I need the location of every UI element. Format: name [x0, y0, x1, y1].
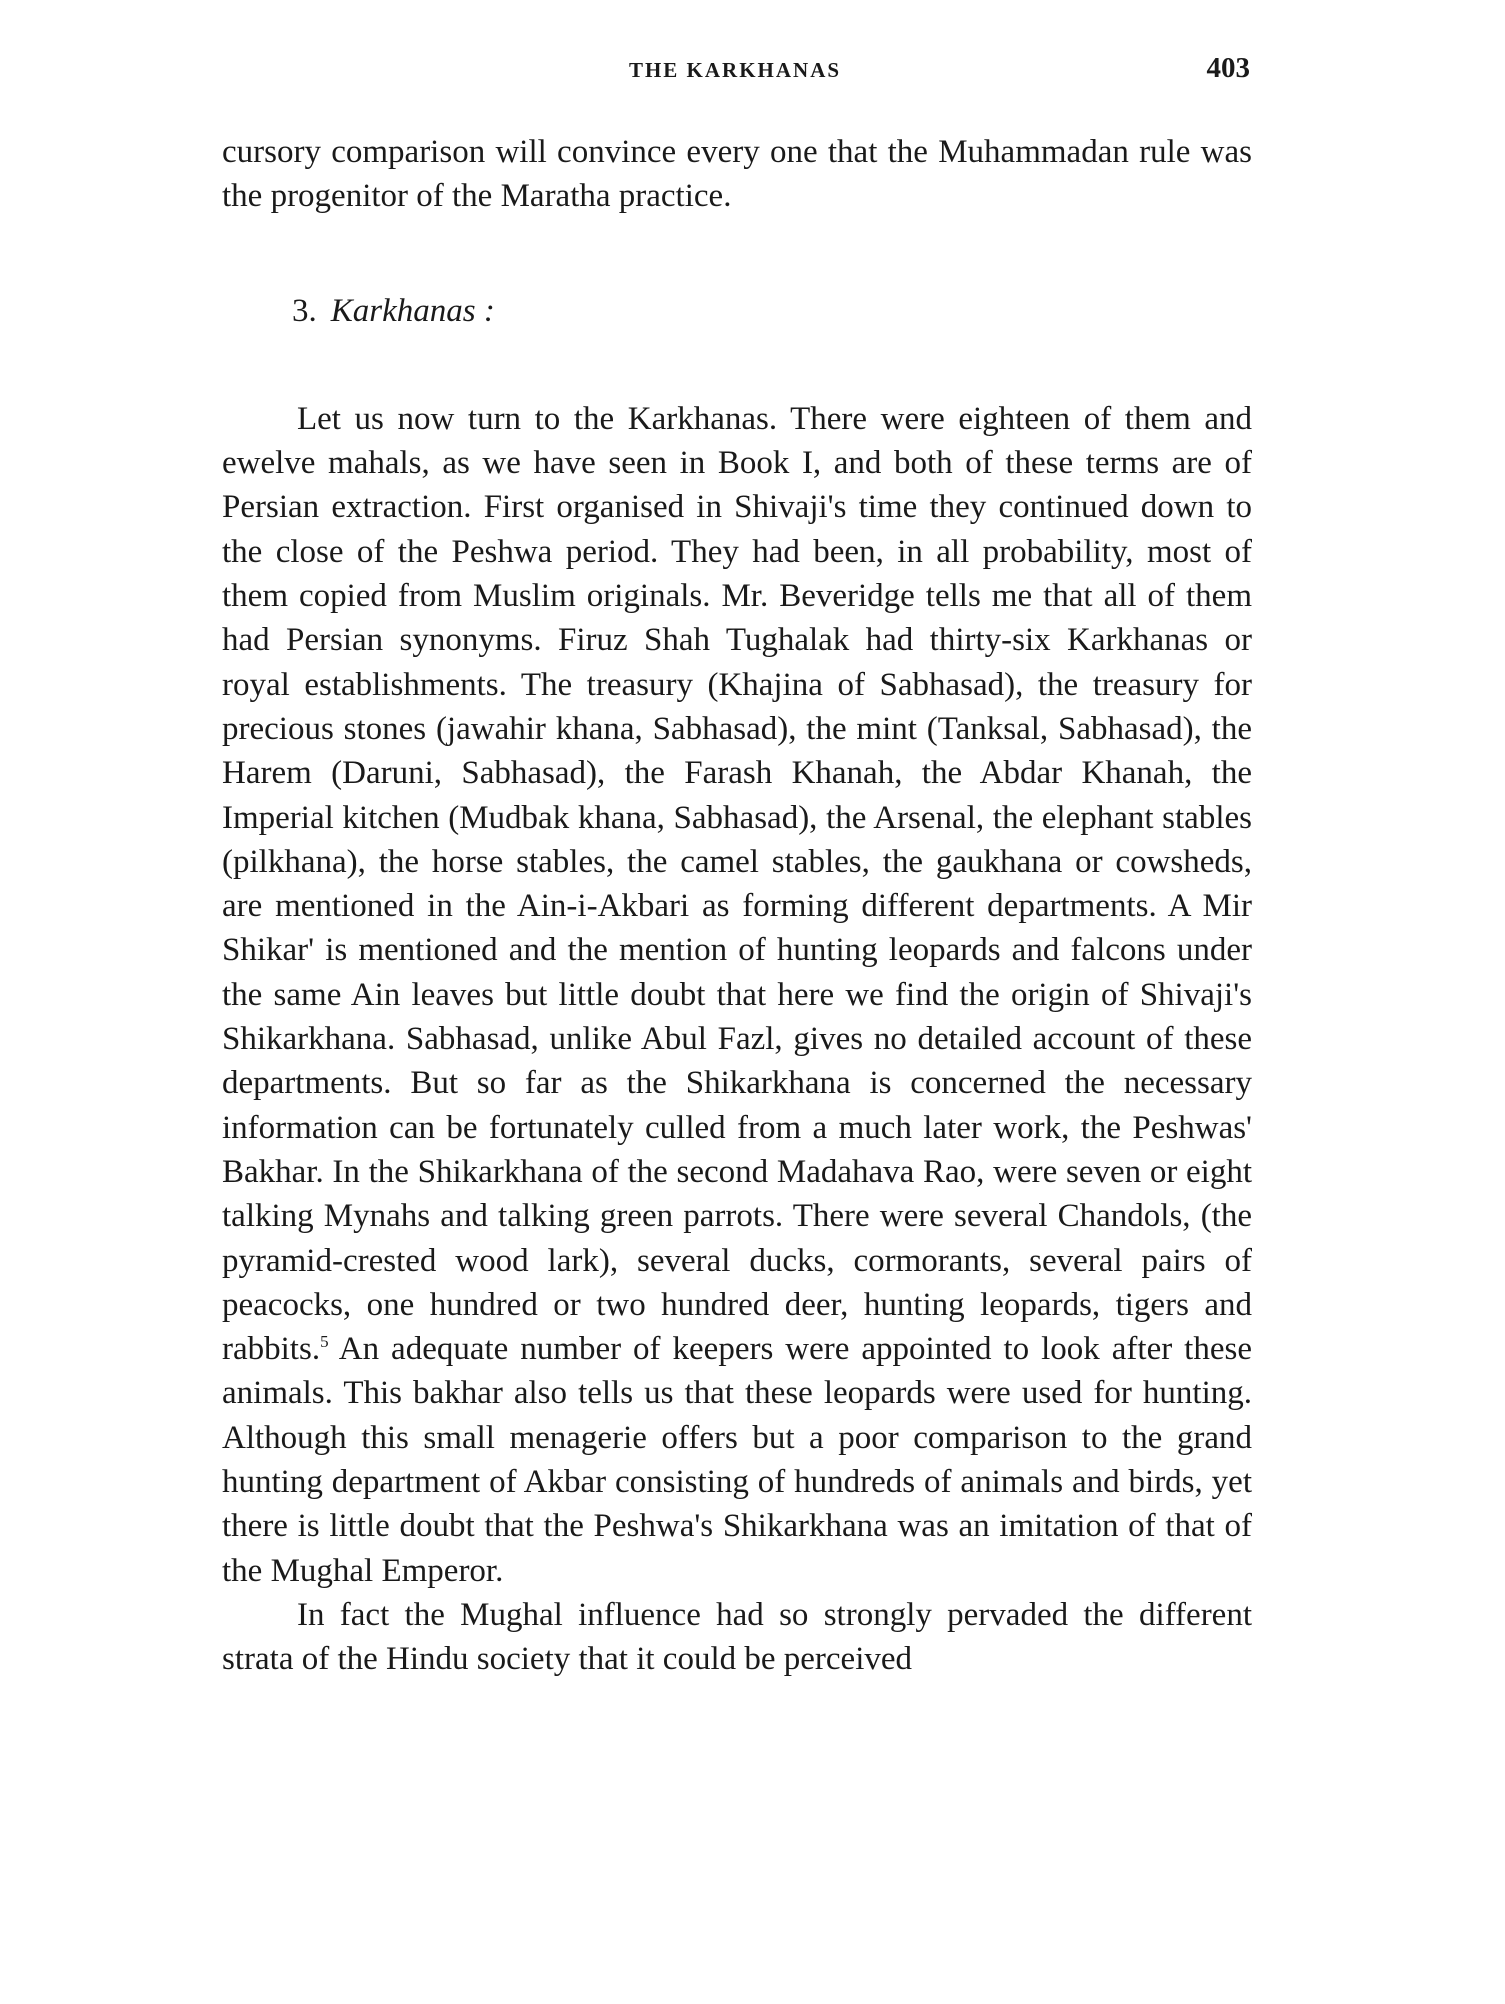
body-text [222, 130, 1252, 1682]
main-paragraph-text-2: An adequate number of keepers were appointed to look after these animals. This bakhar also tells us that these leopards were used for hunting. Although this small menagerie offers but a poor comparison to the grand hunting department of Akbar consisting of hundreds of animals and birds, yet there is little doubt that the Peshwa's Shikarkhana was an imitation of that of the Mughal Emperor. [222, 1331, 1252, 1589]
section-heading [292, 289, 1252, 333]
page-number: 403 [1206, 52, 1250, 84]
section-title: Karkhanas : [330, 292, 495, 329]
running-title: THE KARKHANAS [628, 58, 842, 82]
closing-paragraph: In fact the Mughal influence had so strongly pervaded the different strata of the Hindu society that it could be perceived [222, 1596, 1252, 1678]
footnote-marker: 5 [320, 1332, 329, 1352]
section-number: 3. [292, 292, 317, 329]
main-paragraph-text-1: Let us now turn to the Karkhanas. There were eighteen of them and ewelve mahals, as we have seen in Book I, and both of these terms are of Persian extraction. First organised in Shivaji's time they continued down to the close of the Peshwa period. They had been, in all probability, most of them copied from Muslim originals. Mr. Beveridge tells me that all of them had Persian synonyms. Firuz Shah Tughalak had thirty-six Karkhanas or royal establishments. The treasury (Khajina of Sabhasad), the treasury for precious stones (jawahir khana, Sabhasad), the mint (Tanksal, Sabhasad), the Harem (Daruni, Sabhasad), the Farash Khanah, the Abdar Khanah, the Imperial kitchen (Mudbak khana, Sabhasad), the Arsenal, the elephant stables (pilkhana), the horse stables, the camel stables, the gaukhana or cowsheds, are mentioned in the Ain-i-Akbari as forming different departments. A Mir Shikar' is mentioned and the mention of hunting leopards and falcons under the same Ain leaves but little doubt that here we find the origin of Shivaji's Shikarkhana. Sabhasad, unlike Abul Fazl, gives no detailed account of these departments. But so far as the Shikarkhana is concerned the necessary information can be fortunately culled from a much later work, the Peshwas' Bakhar. In the Shikarkhana of the second Madahava Rao, were seven or eight talking Mynahs and talking green parrots. There were several Chandols, (the pyramid-crested wood lark), several ducks, cormorants, several pairs of peacocks, one hundred or two hundred deer, hunting leopards, tigers and rabbits. [222, 400, 1252, 1368]
running-head [220, 52, 1250, 92]
main-paragraph [222, 397, 1252, 1593]
opening-paragraph: cursory comparison will convince every one that the Muhammadan rule was the progenitor of the Maratha practice. [222, 134, 1252, 215]
